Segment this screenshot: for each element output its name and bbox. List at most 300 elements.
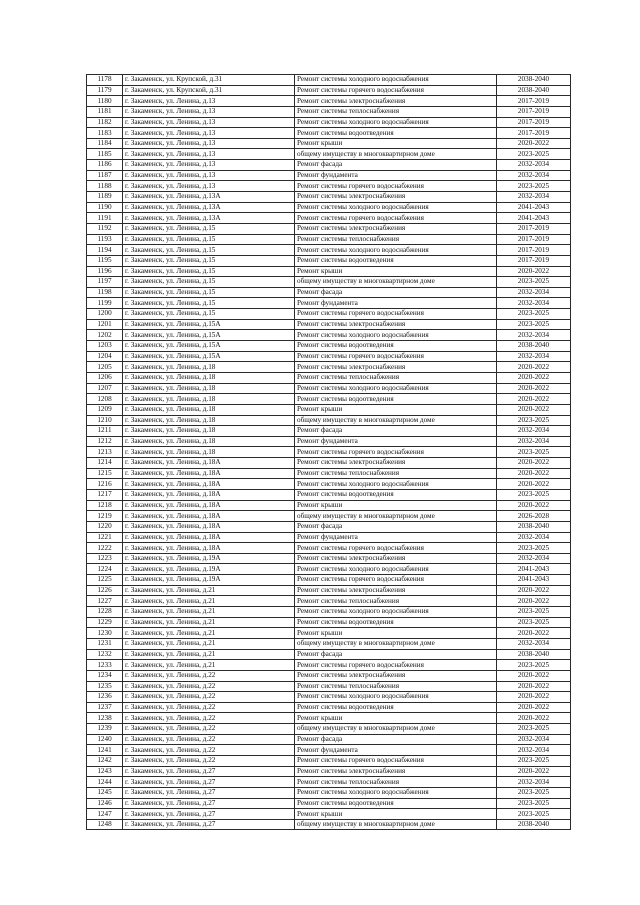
work-type-cell: Ремонт фасада <box>295 521 497 532</box>
row-number: 1203 <box>87 341 123 352</box>
work-type-cell: общему имуществу в многоквартирном доме <box>295 638 497 649</box>
address-cell: г. Закаменск, ул. Ленина, д.22 <box>123 734 295 745</box>
work-type-cell: Ремонт системы холодного водоснабжения <box>295 330 497 341</box>
period-cell: 2023-2025 <box>497 607 571 618</box>
period-cell: 2032-2034 <box>497 532 571 543</box>
period-cell: 2041-2043 <box>497 575 571 586</box>
work-type-cell: Ремонт фасада <box>295 734 497 745</box>
period-cell: 2026-2028 <box>497 511 571 522</box>
repair-schedule-table <box>86 74 571 830</box>
period-cell: 2020-2022 <box>497 383 571 394</box>
row-number: 1179 <box>87 85 123 96</box>
table-row <box>87 521 571 532</box>
address-cell: г. Закаменск, ул. Ленина, д.18А <box>123 489 295 500</box>
address-cell: г. Закаменск, ул. Ленина, д.18А <box>123 521 295 532</box>
work-type-cell: Ремонт системы холодного водоснабжения <box>295 607 497 618</box>
period-cell: 2041-2043 <box>497 564 571 575</box>
work-type-cell: Ремонт системы электроснабжения <box>295 362 497 373</box>
work-type-cell: Ремонт системы электроснабжения <box>295 458 497 469</box>
work-type-cell: общему имуществу в многоквартирном доме <box>295 511 497 522</box>
row-number: 1182 <box>87 117 123 128</box>
work-type-cell: Ремонт системы теплоснабжения <box>295 372 497 383</box>
row-number: 1230 <box>87 628 123 639</box>
table-row <box>87 149 571 160</box>
row-number: 1193 <box>87 234 123 245</box>
table-row <box>87 798 571 809</box>
period-cell: 2020-2022 <box>497 670 571 681</box>
table-row <box>87 266 571 277</box>
row-number: 1231 <box>87 638 123 649</box>
period-cell: 2038-2040 <box>497 85 571 96</box>
address-cell: г. Закаменск, ул. Ленина, д.13 <box>123 149 295 160</box>
work-type-cell: Ремонт крыши <box>295 628 497 639</box>
row-number: 1222 <box>87 543 123 554</box>
period-cell: 2032-2034 <box>497 734 571 745</box>
work-type-cell: Ремонт системы теплоснабжения <box>295 596 497 607</box>
address-cell: г. Закаменск, ул. Ленина, д.27 <box>123 787 295 798</box>
work-type-cell: Ремонт фундамента <box>295 745 497 756</box>
address-cell: г. Закаменск, ул. Ленина, д.18А <box>123 479 295 490</box>
row-number: 1192 <box>87 223 123 234</box>
table-row <box>87 543 571 554</box>
row-number: 1200 <box>87 309 123 320</box>
work-type-cell: Ремонт системы водоотведения <box>295 617 497 628</box>
work-type-cell: Ремонт фундамента <box>295 532 497 543</box>
address-cell: г. Закаменск, ул. Ленина, д.18А <box>123 543 295 554</box>
address-cell: г. Закаменск, ул. Ленина, д.13А <box>123 202 295 213</box>
table-row <box>87 138 571 149</box>
address-cell: г. Закаменск, ул. Ленина, д.13 <box>123 96 295 107</box>
work-type-cell: Ремонт системы теплоснабжения <box>295 777 497 788</box>
work-type-cell: Ремонт системы горячего водоснабжения <box>295 447 497 458</box>
period-cell: 2023-2025 <box>497 489 571 500</box>
table-row <box>87 351 571 362</box>
table-row <box>87 277 571 288</box>
table-row <box>87 319 571 330</box>
table-row <box>87 245 571 256</box>
address-cell: г. Закаменск, ул. Крупской, д.31 <box>123 85 295 96</box>
table-row <box>87 756 571 767</box>
row-number: 1187 <box>87 170 123 181</box>
row-number: 1228 <box>87 607 123 618</box>
row-number: 1211 <box>87 426 123 437</box>
row-number: 1186 <box>87 160 123 171</box>
address-cell: г. Закаменск, ул. Ленина, д.22 <box>123 756 295 767</box>
table-row <box>87 489 571 500</box>
period-cell: 2020-2022 <box>497 479 571 490</box>
period-cell: 2020-2022 <box>497 500 571 511</box>
row-number: 1245 <box>87 787 123 798</box>
period-cell: 2023-2025 <box>497 309 571 320</box>
address-cell: г. Закаменск, ул. Ленина, д.18 <box>123 436 295 447</box>
table-row <box>87 734 571 745</box>
row-number: 1223 <box>87 553 123 564</box>
address-cell: г. Закаменск, ул. Ленина, д.18 <box>123 447 295 458</box>
table-row <box>87 96 571 107</box>
row-number: 1205 <box>87 362 123 373</box>
table-row <box>87 85 571 96</box>
address-cell: г. Закаменск, ул. Ленина, д.27 <box>123 766 295 777</box>
period-cell: 2017-2019 <box>497 128 571 139</box>
row-number: 1219 <box>87 511 123 522</box>
table-row <box>87 745 571 756</box>
period-cell: 2020-2022 <box>497 138 571 149</box>
period-cell: 2041-2043 <box>497 213 571 224</box>
period-cell: 2017-2019 <box>497 117 571 128</box>
row-number: 1226 <box>87 585 123 596</box>
table-row <box>87 447 571 458</box>
address-cell: г. Закаменск, ул. Ленина, д.18 <box>123 362 295 373</box>
period-cell: 2017-2019 <box>497 96 571 107</box>
work-type-cell: общему имуществу в многоквартирном доме <box>295 724 497 735</box>
address-cell: г. Закаменск, ул. Ленина, д.21 <box>123 607 295 618</box>
work-type-cell: Ремонт системы электроснабжения <box>295 223 497 234</box>
row-number: 1195 <box>87 255 123 266</box>
row-number: 1190 <box>87 202 123 213</box>
period-cell: 2023-2025 <box>497 809 571 820</box>
address-cell: г. Закаменск, ул. Ленина, д.27 <box>123 809 295 820</box>
table-row <box>87 479 571 490</box>
address-cell: г. Закаменск, ул. Ленина, д.15А <box>123 351 295 362</box>
address-cell: г. Закаменск, ул. Ленина, д.22 <box>123 745 295 756</box>
work-type-cell: Ремонт системы теплоснабжения <box>295 468 497 479</box>
period-cell: 2020-2022 <box>497 362 571 373</box>
address-cell: г. Закаменск, ул. Ленина, д.19А <box>123 553 295 564</box>
period-cell: 2032-2034 <box>497 287 571 298</box>
work-type-cell: Ремонт системы холодного водоснабжения <box>295 75 497 86</box>
row-number: 1183 <box>87 128 123 139</box>
table-row <box>87 809 571 820</box>
table-row <box>87 596 571 607</box>
row-number: 1202 <box>87 330 123 341</box>
work-type-cell: общему имуществу в многоквартирном доме <box>295 415 497 426</box>
work-type-cell: Ремонт системы электроснабжения <box>295 766 497 777</box>
address-cell: г. Закаменск, ул. Ленина, д.27 <box>123 798 295 809</box>
table-row <box>87 607 571 618</box>
period-cell: 2038-2040 <box>497 75 571 86</box>
row-number: 1194 <box>87 245 123 256</box>
period-cell: 2020-2022 <box>497 692 571 703</box>
work-type-cell: Ремонт системы электроснабжения <box>295 553 497 564</box>
address-cell: г. Закаменск, ул. Ленина, д.18А <box>123 532 295 543</box>
row-number: 1240 <box>87 734 123 745</box>
row-number: 1220 <box>87 521 123 532</box>
table-row <box>87 670 571 681</box>
work-type-cell: Ремонт системы горячего водоснабжения <box>295 756 497 767</box>
table-row <box>87 660 571 671</box>
period-cell: 2020-2022 <box>497 628 571 639</box>
table-row <box>87 404 571 415</box>
address-cell: г. Закаменск, ул. Ленина, д.15 <box>123 309 295 320</box>
work-type-cell: Ремонт системы водоотведения <box>295 798 497 809</box>
address-cell: г. Закаменск, ул. Ленина, д.18А <box>123 468 295 479</box>
address-cell: г. Закаменск, ул. Ленина, д.15 <box>123 266 295 277</box>
table-row <box>87 458 571 469</box>
period-cell: 2023-2025 <box>497 543 571 554</box>
work-type-cell: Ремонт системы горячего водоснабжения <box>295 575 497 586</box>
row-number: 1210 <box>87 415 123 426</box>
address-cell: г. Закаменск, ул. Ленина, д.15А <box>123 319 295 330</box>
table-row <box>87 713 571 724</box>
row-number: 1232 <box>87 649 123 660</box>
table-row <box>87 383 571 394</box>
period-cell: 2032-2034 <box>497 436 571 447</box>
address-cell: г. Закаменск, ул. Ленина, д.13 <box>123 170 295 181</box>
period-cell: 2023-2025 <box>497 617 571 628</box>
period-cell: 2017-2019 <box>497 234 571 245</box>
period-cell: 2032-2034 <box>497 351 571 362</box>
work-type-cell: Ремонт системы теплоснабжения <box>295 234 497 245</box>
address-cell: г. Закаменск, ул. Ленина, д.15 <box>123 277 295 288</box>
table-row <box>87 128 571 139</box>
period-cell: 2023-2025 <box>497 660 571 671</box>
row-number: 1224 <box>87 564 123 575</box>
work-type-cell: Ремонт системы холодного водоснабжения <box>295 564 497 575</box>
table-row <box>87 426 571 437</box>
address-cell: г. Закаменск, ул. Ленина, д.18 <box>123 394 295 405</box>
period-cell: 2038-2040 <box>497 341 571 352</box>
work-type-cell: общему имуществу в многоквартирном доме <box>295 149 497 160</box>
period-cell: 2017-2019 <box>497 106 571 117</box>
address-cell: г. Закаменск, ул. Ленина, д.15 <box>123 223 295 234</box>
address-cell: г. Закаменск, ул. Ленина, д.21 <box>123 585 295 596</box>
row-number: 1238 <box>87 713 123 724</box>
work-type-cell: Ремонт фасада <box>295 160 497 171</box>
address-cell: г. Закаменск, ул. Ленина, д.22 <box>123 670 295 681</box>
work-type-cell: Ремонт системы электроснабжения <box>295 585 497 596</box>
row-number: 1248 <box>87 819 123 830</box>
work-type-cell: Ремонт системы холодного водоснабжения <box>295 245 497 256</box>
address-cell: г. Закаменск, ул. Ленина, д.15 <box>123 245 295 256</box>
table-row <box>87 287 571 298</box>
table-row <box>87 777 571 788</box>
work-type-cell: Ремонт фасада <box>295 649 497 660</box>
table-row <box>87 628 571 639</box>
period-cell: 2020-2022 <box>497 404 571 415</box>
address-cell: г. Закаменск, ул. Ленина, д.13 <box>123 106 295 117</box>
row-number: 1246 <box>87 798 123 809</box>
table-row <box>87 564 571 575</box>
row-number: 1206 <box>87 372 123 383</box>
address-cell: г. Закаменск, ул. Ленина, д.22 <box>123 681 295 692</box>
period-cell: 2023-2025 <box>497 756 571 767</box>
address-cell: г. Закаменск, ул. Ленина, д.15 <box>123 234 295 245</box>
work-type-cell: Ремонт системы холодного водоснабжения <box>295 787 497 798</box>
work-type-cell: Ремонт крыши <box>295 404 497 415</box>
period-cell: 2020-2022 <box>497 458 571 469</box>
work-type-cell: Ремонт системы водоотведения <box>295 341 497 352</box>
row-number: 1180 <box>87 96 123 107</box>
row-number: 1201 <box>87 319 123 330</box>
table-row <box>87 213 571 224</box>
address-cell: г. Закаменск, ул. Ленина, д.18А <box>123 511 295 522</box>
period-cell: 2023-2025 <box>497 415 571 426</box>
period-cell: 2023-2025 <box>497 149 571 160</box>
period-cell: 2032-2034 <box>497 426 571 437</box>
period-cell: 2032-2034 <box>497 170 571 181</box>
work-type-cell: Ремонт крыши <box>295 500 497 511</box>
address-cell: г. Закаменск, ул. Ленина, д.21 <box>123 596 295 607</box>
work-type-cell: Ремонт системы теплоснабжения <box>295 106 497 117</box>
row-number: 1239 <box>87 724 123 735</box>
address-cell: г. Закаменск, ул. Ленина, д.13 <box>123 160 295 171</box>
address-cell: г. Закаменск, ул. Ленина, д.27 <box>123 777 295 788</box>
table-row <box>87 309 571 320</box>
period-cell: 2023-2025 <box>497 447 571 458</box>
row-number: 1243 <box>87 766 123 777</box>
table-row <box>87 372 571 383</box>
table-row <box>87 117 571 128</box>
table-row <box>87 394 571 405</box>
table-row <box>87 585 571 596</box>
address-cell: г. Закаменск, ул. Ленина, д.19А <box>123 575 295 586</box>
address-cell: г. Закаменск, ул. Ленина, д.21 <box>123 617 295 628</box>
work-type-cell: Ремонт системы горячего водоснабжения <box>295 85 497 96</box>
table-row <box>87 436 571 447</box>
table-row <box>87 511 571 522</box>
work-type-cell: Ремонт системы горячего водоснабжения <box>295 351 497 362</box>
table-row <box>87 75 571 86</box>
row-number: 1218 <box>87 500 123 511</box>
address-cell: г. Закаменск, ул. Ленина, д.22 <box>123 713 295 724</box>
period-cell: 2020-2022 <box>497 702 571 713</box>
period-cell: 2032-2034 <box>497 160 571 171</box>
row-number: 1244 <box>87 777 123 788</box>
work-type-cell: Ремонт системы водоотведения <box>295 255 497 266</box>
table-row <box>87 532 571 543</box>
work-type-cell: Ремонт системы горячего водоснабжения <box>295 309 497 320</box>
period-cell: 2032-2034 <box>497 638 571 649</box>
work-type-cell: Ремонт системы электроснабжения <box>295 319 497 330</box>
address-cell: г. Закаменск, ул. Ленина, д.21 <box>123 638 295 649</box>
period-cell: 2023-2025 <box>497 724 571 735</box>
row-number: 1235 <box>87 681 123 692</box>
table-row <box>87 468 571 479</box>
row-number: 1233 <box>87 660 123 671</box>
table-row <box>87 341 571 352</box>
table-row <box>87 202 571 213</box>
table-row <box>87 255 571 266</box>
table-row <box>87 553 571 564</box>
address-cell: г. Закаменск, ул. Ленина, д.18 <box>123 426 295 437</box>
table-row <box>87 787 571 798</box>
work-type-cell: Ремонт системы горячего водоснабжения <box>295 543 497 554</box>
address-cell: г. Закаменск, ул. Ленина, д.13 <box>123 117 295 128</box>
work-type-cell: Ремонт системы электроснабжения <box>295 670 497 681</box>
work-type-cell: общему имуществу в многоквартирном доме <box>295 819 497 830</box>
address-cell: г. Закаменск, ул. Ленина, д.22 <box>123 692 295 703</box>
period-cell: 2020-2022 <box>497 394 571 405</box>
address-cell: г. Закаменск, ул. Ленина, д.15 <box>123 287 295 298</box>
table-row <box>87 298 571 309</box>
address-cell: г. Закаменск, ул. Ленина, д.22 <box>123 702 295 713</box>
work-type-cell: Ремонт системы водоотведения <box>295 702 497 713</box>
address-cell: г. Закаменск, ул. Ленина, д.18 <box>123 404 295 415</box>
work-type-cell: Ремонт системы горячего водоснабжения <box>295 660 497 671</box>
period-cell: 2038-2040 <box>497 819 571 830</box>
row-number: 1197 <box>87 277 123 288</box>
period-cell: 2032-2034 <box>497 553 571 564</box>
period-cell: 2020-2022 <box>497 372 571 383</box>
row-number: 1247 <box>87 809 123 820</box>
table-row <box>87 234 571 245</box>
address-cell: г. Закаменск, ул. Ленина, д.13А <box>123 213 295 224</box>
address-cell: г. Закаменск, ул. Ленина, д.15 <box>123 255 295 266</box>
row-number: 1178 <box>87 75 123 86</box>
table-row <box>87 766 571 777</box>
address-cell: г. Закаменск, ул. Ленина, д.15А <box>123 341 295 352</box>
row-number: 1215 <box>87 468 123 479</box>
work-type-cell: Ремонт системы холодного водоснабжения <box>295 117 497 128</box>
table-row <box>87 415 571 426</box>
row-number: 1198 <box>87 287 123 298</box>
row-number: 1188 <box>87 181 123 192</box>
work-type-cell: Ремонт системы электроснабжения <box>295 192 497 203</box>
table-row <box>87 638 571 649</box>
row-number: 1227 <box>87 596 123 607</box>
address-cell: г. Закаменск, ул. Ленина, д.18 <box>123 415 295 426</box>
table-row <box>87 702 571 713</box>
work-type-cell: Ремонт фундамента <box>295 298 497 309</box>
row-number: 1237 <box>87 702 123 713</box>
table-row <box>87 223 571 234</box>
period-cell: 2023-2025 <box>497 277 571 288</box>
address-cell: г. Закаменск, ул. Ленина, д.21 <box>123 660 295 671</box>
table-row <box>87 160 571 171</box>
address-cell: г. Закаменск, ул. Ленина, д.18 <box>123 383 295 394</box>
address-cell: г. Закаменск, ул. Ленина, д.18А <box>123 500 295 511</box>
row-number: 1185 <box>87 149 123 160</box>
row-number: 1196 <box>87 266 123 277</box>
row-number: 1242 <box>87 756 123 767</box>
period-cell: 2023-2025 <box>497 798 571 809</box>
table-body <box>87 75 571 830</box>
work-type-cell: Ремонт фасада <box>295 426 497 437</box>
table-row <box>87 181 571 192</box>
work-type-cell: Ремонт крыши <box>295 266 497 277</box>
work-type-cell: Ремонт системы водоотведения <box>295 394 497 405</box>
table-row <box>87 681 571 692</box>
row-number: 1229 <box>87 617 123 628</box>
work-type-cell: Ремонт системы электроснабжения <box>295 96 497 107</box>
period-cell: 2038-2040 <box>497 521 571 532</box>
work-type-cell: Ремонт фасада <box>295 287 497 298</box>
address-cell: г. Закаменск, ул. Ленина, д.15А <box>123 330 295 341</box>
table-row <box>87 692 571 703</box>
work-type-cell: Ремонт системы холодного водоснабжения <box>295 383 497 394</box>
table-row <box>87 575 571 586</box>
address-cell: г. Закаменск, ул. Ленина, д.13А <box>123 192 295 203</box>
address-cell: г. Закаменск, ул. Ленина, д.27 <box>123 819 295 830</box>
address-cell: г. Закаменск, ул. Крупской, д.31 <box>123 75 295 86</box>
row-number: 1189 <box>87 192 123 203</box>
work-type-cell: Ремонт системы холодного водоснабжения <box>295 692 497 703</box>
work-type-cell: Ремонт крыши <box>295 809 497 820</box>
work-type-cell: Ремонт системы теплоснабжения <box>295 681 497 692</box>
address-cell: г. Закаменск, ул. Ленина, д.15 <box>123 298 295 309</box>
table-row <box>87 362 571 373</box>
period-cell: 2038-2040 <box>497 649 571 660</box>
period-cell: 2017-2019 <box>497 223 571 234</box>
work-type-cell: Ремонт крыши <box>295 713 497 724</box>
table-row <box>87 819 571 830</box>
work-type-cell: Ремонт фундамента <box>295 436 497 447</box>
table-row <box>87 106 571 117</box>
period-cell: 2041-2043 <box>497 202 571 213</box>
work-type-cell: Ремонт фундамента <box>295 170 497 181</box>
row-number: 1217 <box>87 489 123 500</box>
row-number: 1181 <box>87 106 123 117</box>
